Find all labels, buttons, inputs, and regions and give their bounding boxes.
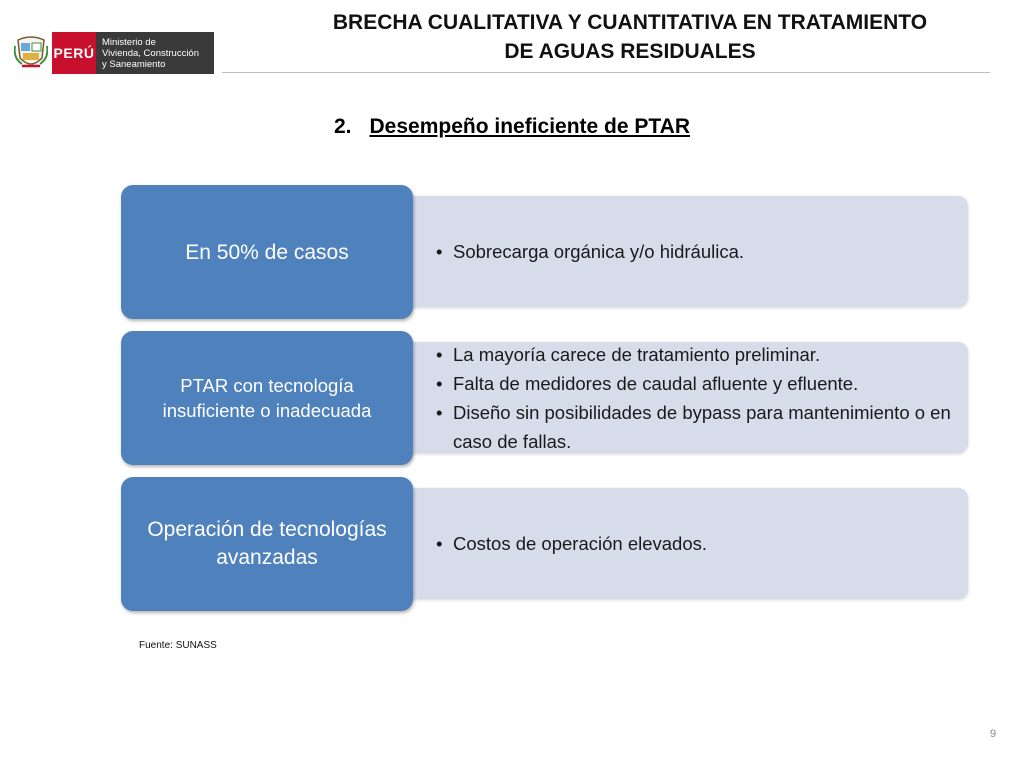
section-title: Desempeño ineficiente de PTAR bbox=[369, 115, 691, 138]
row-bullet-list bbox=[436, 196, 956, 307]
row-label: PTAR con tecnología insuficiente o inadecuada bbox=[121, 331, 413, 465]
bullet-item: • La mayoría carece de tratamiento preliminar. bbox=[436, 340, 956, 369]
slide-title-line: DE AGUAS RESIDUALES bbox=[504, 40, 756, 63]
source-note: Fuente: SUNASS bbox=[139, 640, 217, 651]
slide-title bbox=[300, 8, 960, 66]
coat-of-arms-icon bbox=[14, 32, 48, 74]
section-number: 2. bbox=[333, 115, 352, 138]
slide-title-line: BRECHA CUALITATIVA Y CUANTITATIVA EN TRATAMIENTO bbox=[332, 11, 928, 34]
bullet-item: • Falta de medidores de caudal afluente y efluente. bbox=[436, 369, 956, 398]
bullet-item: • Costos de operación elevados. bbox=[436, 529, 956, 558]
bullet-item: • Diseño sin posibilidades de bypass para mantenimiento o en caso de fallas. bbox=[436, 398, 956, 456]
row-bullet-list bbox=[436, 342, 956, 453]
row-label: Operación de tecnologías avanzadas bbox=[121, 477, 413, 611]
ministry-name bbox=[96, 32, 214, 74]
row-label: En 50% de casos bbox=[121, 185, 413, 319]
bullet-item: • Sobrecarga orgánica y/o hidráulica. bbox=[436, 237, 956, 266]
slide-header bbox=[0, 0, 1024, 80]
row-bullet-list bbox=[436, 488, 956, 599]
section-heading bbox=[0, 115, 1024, 139]
page-number: 9 bbox=[990, 728, 997, 740]
ministry-logo bbox=[14, 32, 214, 74]
country-badge: PERÚ bbox=[52, 32, 96, 74]
ministry-line: y Saneamiento bbox=[102, 58, 166, 70]
header-divider bbox=[222, 72, 990, 73]
ministry-line: Ministerio de bbox=[102, 36, 156, 48]
ministry-line: Vivienda, Construcción bbox=[102, 47, 199, 59]
